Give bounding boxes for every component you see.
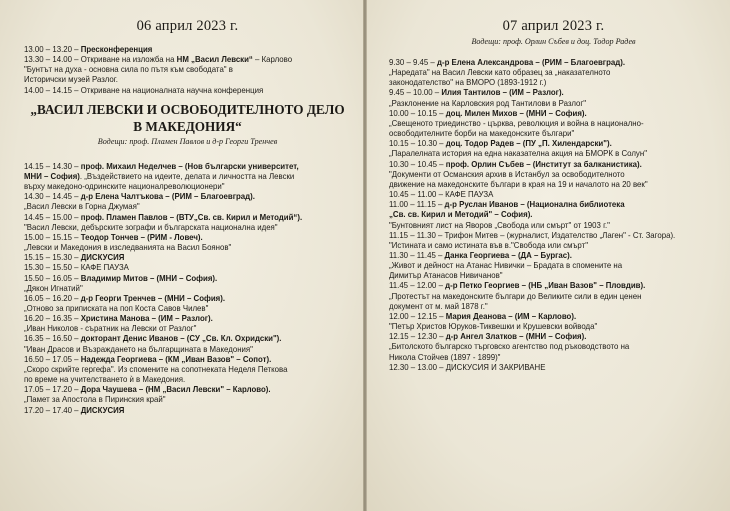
schedule-line-text: 15.50 – 16.05 – [24,273,81,283]
schedule-line-text: „Памет за Апостола в Пиринския край" [24,395,166,405]
schedule-line-bold: Теодор Тончев – (РИМ - Ловеч). [80,232,203,242]
schedule-line [24,75,351,85]
schedule-line [24,304,351,314]
schedule-line-text: "Истината и само истината във в."Свобода или смърт" [389,240,589,250]
schedule-line-text: „Паралелната история на една наказателна акция на БМОРК в Солун" [389,149,647,159]
schedule-line-text: „Битолското българско търговско агентство под ръководството на [389,342,630,352]
schedule-line-text: „Васил Левски в Горна Джумая" [24,202,140,212]
schedule-line-text: 10.30 – 10.45 – [389,159,446,169]
schedule-line-bold: ДИСКУСИЯ [80,253,125,263]
schedule-line [24,395,351,405]
schedule-line [389,363,718,373]
schedule-line [389,170,718,180]
schedule-line [24,253,351,263]
schedule-line-bold: проф. Пламен Павлов – (ВТУ„Св. св. Кирил и Методий“). [80,212,303,222]
schedule-line-text: 16.35 – 16.50 – [24,334,81,344]
schedule-line [389,119,718,129]
schedule-line [24,162,351,172]
day-one-date: 06 април 2023 г. [136,18,239,34]
schedule-line [24,45,351,55]
schedule-line-text: 12.30 – 13.00 – ДИСКУСИЯ И ЗАКРИВАНЕ [389,362,546,372]
day-two-date: 07 април 2023 г. [502,18,605,34]
schedule-line [24,385,351,395]
schedule-line-text: "Петър Христов Юруков-Тиквешки и Крушевски войвода" [389,322,598,332]
schedule-line [389,88,718,98]
schedule-line-text: „Иван Николов - сърaтник на Левски от Разлог" [24,324,197,334]
schedule-line-bold: МНИ – София) [24,171,80,181]
right-page [365,0,730,511]
schedule-line-bold: „Св. св. Кирил и Методий" – София). [389,210,533,220]
day-one-moderators: Водещи: проф. Пламен Павлов и д-р Георги Тренчев [97,136,278,146]
schedule-line-text: 10.45 – 11.00 – КАФЕ ПАУЗА [389,190,494,200]
schedule-line [24,86,351,96]
schedule-line-bold: д-р Георги Тренчев – (МНИ – София). [80,293,226,303]
schedule-line-bold: докторант Денис Иванов – (СУ „Св. Кл. Охридски"). [80,334,282,344]
schedule-line-text: . „Въздействието на идеите, делата и личността на Левски [79,171,295,181]
schedule-line-text: „Левски и Македония в изследванията на Васил Боянов" [24,243,232,253]
schedule-line [389,312,718,322]
schedule-line [389,302,718,312]
schedule-line-text: 16.50 – 17.05 – [24,354,81,364]
schedule-line [24,274,351,284]
day-two-schedule [389,58,718,373]
schedule-line [24,233,351,243]
schedule-line [389,129,718,139]
schedule-line [389,78,718,88]
schedule-line [389,210,718,220]
schedule-line-text: 14.45 – 15.00 – [24,212,81,222]
schedule-line [24,334,351,344]
schedule-line-text: върху македоно-одринските националреволюционери" [24,182,225,192]
schedule-line [24,345,351,355]
schedule-line-text: „Скоро скрийте гергефа". Из спомените на сопотнеката Неделя Петкова [24,364,288,374]
conference-title-line-2: В МАКЕДОНИЯ“ [133,118,242,134]
schedule-line-text: 14.15 – 14.30 – [24,161,81,171]
schedule-line-bold: Надежда Георгиева – (КМ „Иван Вазов" – Сопот). [80,354,272,364]
day-two-moderators: Водещи: проф. Орлин Събев и доц. Тодор Радев [471,37,636,46]
schedule-line [24,192,351,202]
schedule-line [389,353,718,363]
schedule-line-text: 9.30 – 9.45 – [389,58,437,67]
schedule-line-text: законодателство" на ВМОРО (1893-1912 г.) [389,78,547,88]
schedule-line-text: 11.00 – 11.15 – [389,200,445,210]
schedule-line-bold: д-р Елена Александрова – (РИМ – Благоевград). [436,58,625,67]
schedule-line-text: 16.20 – 16.35 – [24,314,81,324]
schedule-line-text: "Иван Драсов и Възраждането на българщината в Македония" [24,344,253,354]
schedule-line-bold: Мария Деанова – (ИМ – Карлово). [445,311,577,321]
schedule-line-text: 14.00 – 14.15 – Откриване на националната научна конференция [24,85,264,95]
schedule-line-bold: д-р Елена Чалтъкова – (РИМ – Благоевград). [80,192,255,202]
schedule-line [389,180,718,190]
schedule-line [389,190,718,200]
schedule-line [389,261,718,271]
schedule-line-text: – Карлово [252,55,293,65]
schedule-line [24,182,351,192]
schedule-line [389,68,718,78]
schedule-line-text: 17.20 – 17.40 – [24,405,81,415]
schedule-line [389,160,718,170]
schedule-line [389,109,718,119]
schedule-line-text: 15.30 – 15.50 – КАФЕ ПАУЗА [24,263,129,273]
schedule-line-bold: Владимир Митов – (МНИ – София). [80,273,218,283]
schedule-line-text: 14.30 – 14.45 – [24,192,81,202]
day-one-schedule [24,162,351,416]
schedule-line [24,294,351,304]
schedule-line [389,332,718,342]
schedule-line-text: 11.15 – 11.30 – Трифон Митев – (журналист, Издателство „Лаген" - Ст. Загора). [389,230,676,240]
schedule-line-text: "Документи от Османския архив в Истанбул за освободителното [389,169,625,179]
conference-title [24,101,351,135]
schedule-line-text: 16.05 – 16.20 – [24,293,81,303]
schedule-line [389,231,718,241]
schedule-line-bold: Дора Чаушева – (НМ „Васил Левски" – Карлово). [80,385,271,395]
schedule-line-text: „Отново за приписката на поп Коста Савов Чилев" [24,303,209,313]
schedule-line [24,406,351,416]
schedule-line-text: 17.05 – 17.20 – [24,385,81,395]
schedule-line-text: Историчски музей Разлог. [24,75,118,85]
schedule-line-text: 15.00 – 15.15 – [24,232,81,242]
schedule-line [24,172,351,182]
schedule-line [24,243,351,253]
schedule-line-bold: д-р Ангел Златков – (МНИ – София). [445,332,587,342]
schedule-line [389,200,718,210]
opening-schedule [24,45,351,96]
schedule-line-text: Димитър Атанасов Нивичанов" [389,271,503,281]
schedule-line-bold: проф. Михаил Неделчев – (Нов български университет, [80,161,299,171]
schedule-line-bold: д-р Руслан Иванов – (Национална библиотека [444,200,625,210]
schedule-line-text: 15.15 – 15.30 – [24,253,81,263]
schedule-line [389,149,718,159]
schedule-line-text: „Протестът на македонските българи до Великите сили в един ценен [389,291,642,301]
schedule-line-bold: Данка Георгиева – (ДА – Бургас). [444,250,572,260]
schedule-line-text: 11.30 – 11.45 – [389,250,445,260]
schedule-line-text: „Дякон Игнатий" [24,283,83,293]
schedule-line-text: по време на учителстването ѝ в Македония. [24,375,186,385]
schedule-line-text: "Бунтовният лист на Яворов „Свобода или смърт" от 1903 г." [389,220,610,230]
schedule-line-text: 12.15 – 12.30 – [389,332,446,342]
schedule-line-text: документ от м. май 1878 г." [389,301,488,311]
schedule-line-text: движение на македонските българи в края на 19 и началото на 20 век" [389,179,648,189]
schedule-line-text: освободителните борби на македонските българи" [389,129,575,139]
schedule-line-bold: д-р Петко Георгиев – (НБ „Иван Вазов" – Пловдив). [445,281,646,291]
schedule-line [24,65,351,75]
schedule-line-bold: проф. Орлин Събев – (Институт за балканистика). [445,159,642,169]
schedule-line [24,375,351,385]
schedule-line-text: 13.30 – 14.00 – Откриване на изложба на [24,55,177,65]
schedule-line-text: "Бунтът на духа - основна сила по пътя към свободата" в [24,65,233,75]
schedule-line [389,251,718,261]
schedule-line-bold: НМ „Васил Левски“ [176,55,253,65]
schedule-line-text: „Свещеното триединство - църква, революция и война в национално- [389,118,644,128]
schedule-line-text: 10.00 – 10.15 – [389,108,446,118]
schedule-line [24,365,351,375]
schedule-line-text: „Наредата" на Васил Левски като образец за „наказателното [389,68,611,78]
schedule-line-text: "Васил Левски, дебърските зографи и българската национална идея" [24,222,278,232]
schedule-line [24,55,351,65]
schedule-line-text: 10.15 – 10.30 – [389,139,446,149]
schedule-line-bold: доц. Тодор Радев – (ПУ „П. Хилендарски"). [445,139,612,149]
schedule-line [24,284,351,294]
conference-title-line-1: „ВАСИЛ ЛЕВСКИ И ОСВОБОДИТЕЛНОТО ДЕЛО [30,101,345,117]
schedule-line [24,324,351,334]
schedule-line [389,342,718,352]
schedule-line [389,322,718,332]
schedule-line [389,292,718,302]
schedule-line [24,213,351,223]
schedule-line [389,241,718,251]
schedule-line [24,314,351,324]
schedule-line [24,223,351,233]
schedule-line-text: „Живот и дейност на Атанас Нивички – Брадата в спомените на [389,261,623,271]
schedule-line [389,58,718,68]
schedule-line-bold: Пресконференция [80,45,153,54]
schedule-line-text: 13.00 – 13.20 – [24,45,81,54]
schedule-line-text: Никола Стойчев (1897 - 1899)" [389,352,501,362]
schedule-line [389,99,718,109]
schedule-line [24,263,351,273]
schedule-line-text: „Разклонение на Карловския род Тантилови в Разлог" [389,98,587,108]
schedule-line-bold: Илия Тантилов – (ИМ – Разлог). [441,88,564,98]
schedule-line [389,139,718,149]
schedule-line-bold: Христина Манова – (ИМ – Разлог). [80,314,213,324]
schedule-line-text: 9.45 – 10.00 – [389,88,442,98]
schedule-line [389,271,718,281]
schedule-line-bold: доц. Милен Михов – (МНИ – София). [445,108,587,118]
schedule-line-text: 12.00 – 12.15 – [389,311,446,321]
schedule-line [389,221,718,231]
schedule-line-bold: ДИСКУСИЯ [80,405,125,415]
schedule-line [24,355,351,365]
schedule-line [24,202,351,212]
schedule-line-text: 11.45 – 12.00 – [389,281,446,291]
schedule-line [389,281,718,291]
page-fold [363,0,367,511]
